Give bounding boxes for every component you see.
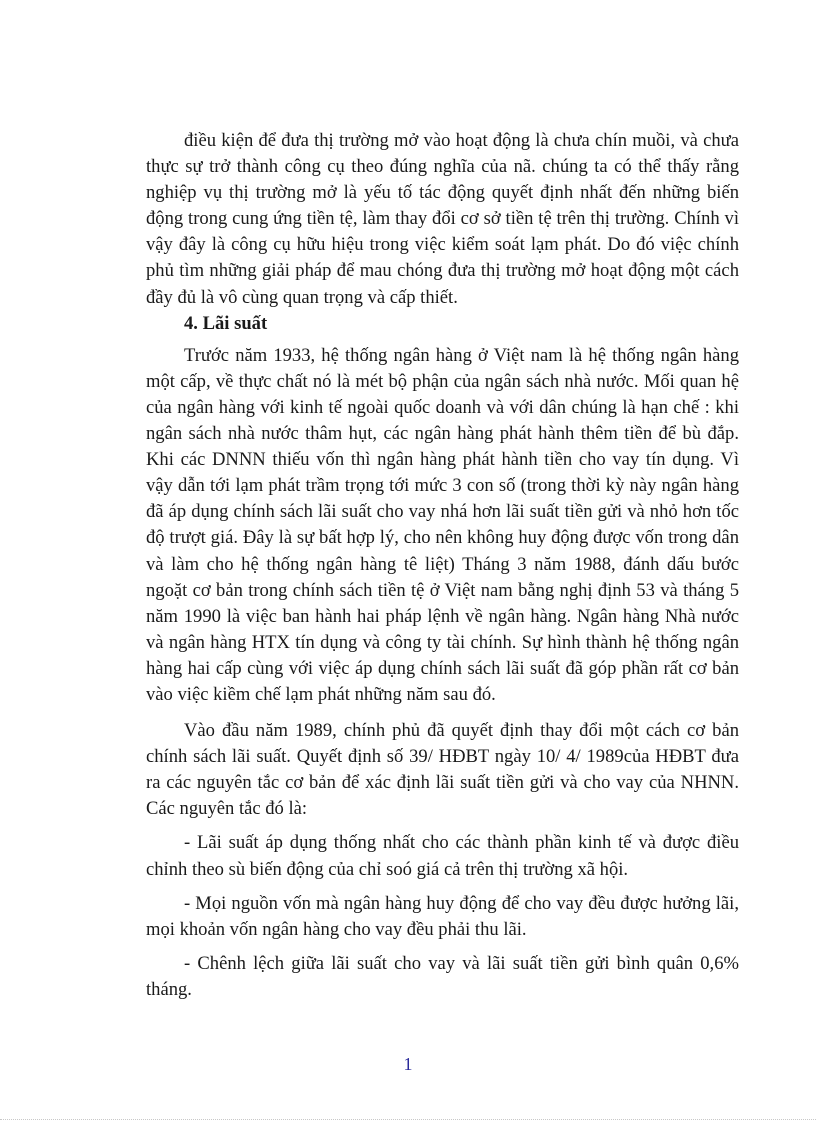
page-bottom-border [0,1119,816,1120]
list-item-principle-2: - Mọi nguồn vốn mà ngân hàng huy động để cho vay đều được hưởng lãi, mọi khoản vốn ngân hàng cho vay đều phải thu lãi. [146,892,739,940]
paragraph-history: Trước năm 1933, hệ thống ngân hàng ở Việt nam là hệ thống ngân hàng một cấp, về thực chất nó là mét bộ phận của ngân sách nhà nước. Mối quan hệ của ngân hàng với kinh tế ngoài quốc doanh và với dân chúng là hạn chế : khi ngân sách nhà nước thâm hụt, các ngân hàng phát hành thêm tiền để bù đắp. Khi các DNNN thiếu vốn thì ngân hàng phát hành tiền cho vay tín dụng. Vì vậy dẫn tới lạm phát trầm trọng tới mức 3 con số (trong thời kỳ này ngân hàng đã áp dụng chính sách lãi suất cho vay nhá hơn lãi suất tiền gửi và nhỏ hơn tốc độ trượt giá. Đây là sự bất hợp lý, cho nên không huy động được vốn trong dân và làm cho hệ thống ngân hàng tê liệt) Tháng 3 năm 1988, đánh dấu bước ngoặt cơ bản trong chính sách tiền tệ ở Việt nam bằng nghị định 53 và tháng 5 năm 1990 là việc ban hành hai pháp lệnh về ngân hàng. Ngân hàng Nhà nước và ngân hàng HTX tín dụng và công ty tài chính. Sự hình thành hệ thống ngân hàng hai cấp cùng với việc áp dụng chính sách lãi suất đã góp phần rất cơ bản vào việc kiềm chế lạm phát những năm sau đó. [146,344,739,705]
section-heading: 4. Lãi suất [184,312,268,334]
list-item-principle-3: - Chênh lệch giữa lãi suất cho vay và lãi suất tiền gửi bình quân 0,6% tháng. [146,952,739,1000]
document-body [146,128,739,1003]
paragraph-1989-decision: Vào đầu năm 1989, chính phủ đã quyết định thay đổi một cách cơ bản chính sách lãi suất. Quyết định số 39/ HĐBT ngày 10/ 4/ 1989của HĐBT đưa ra các nguyên tắc cơ bản để xác định lãi suất tiền gửi và cho vay của NHNN. Các nguyên tắc đó là: [146,720,739,820]
page-number: 1 [403,1054,413,1074]
paragraph-intro: điều kiện để đưa thị trường mở vào hoạt động là chưa chín muồi, và chưa thực sự trở thành công cụ theo đúng nghĩa của nã. chúng ta có thể thấy rằng nghiệp vụ thị trường mở là yếu tố tác động quyết định nhất đến những biến động trong cung ứng tiền tệ, làm thay đổi cơ sở tiền tệ trên thị trường. Chính vì vậy đây là công cụ hữu hiệu trong việc kiểm soát lạm phát. Do đó việc chính phủ tìm những giải pháp để mau chóng đưa thị trường mở hoạt động một cách đầy đủ là vô cùng quan trọng và cấp thiết. [146,130,739,308]
list-item-principle-1: - Lãi suất áp dụng thống nhất cho các thành phần kinh tế và được điều chỉnh theo sù biến động của chỉ soó giá cả trên thị trường xã hội. [146,832,739,880]
